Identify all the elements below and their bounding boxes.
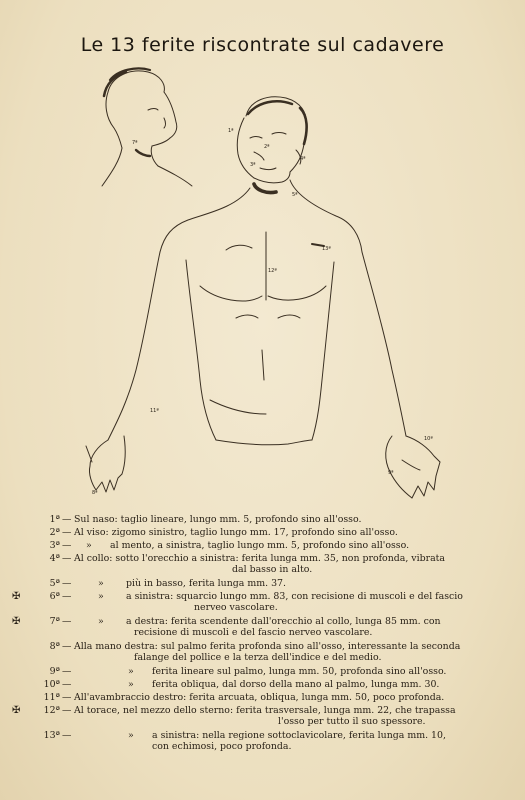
- label-13: 13ª: [322, 246, 331, 252]
- wound-number: 2ª: [49, 527, 60, 538]
- right-hand-outline: [386, 436, 440, 498]
- wound-dash: —: [62, 578, 72, 589]
- wound-description: ferita obliqua, dal dorso della mano al palmo, lunga mm. 30.: [152, 679, 440, 690]
- wound-description-continued: con echimosi, poco profonda.: [152, 741, 292, 752]
- page-title: Le 13 ferite riscontrate sul cadavere: [80, 34, 445, 56]
- wound-description: a sinistra: squarcio lungo mm. 83, con recisione di muscoli e del fascio: [126, 591, 463, 602]
- wound-description: a destra: ferita scendente dall'orecchio al collo, lunga 85 mm. con: [126, 616, 441, 627]
- wound-description: All'avambraccio destro: ferita arcuata, obliqua, lunga mm. 50, poco profonda.: [74, 692, 445, 703]
- wound-number: 6ª: [49, 591, 60, 602]
- wound-description: Al collo: sotto l'orecchio a sinistra: ferita lunga mm. 35, non profonda, vibrata: [74, 553, 446, 564]
- label-5: 5ª: [292, 192, 298, 198]
- wound-description: a sinistra: nella regione sottoclavicolare, ferita lunga mm. 10,: [152, 730, 446, 741]
- ditto-mark: »: [98, 578, 104, 589]
- fatal-cross-icon: ✠: [12, 616, 21, 627]
- ditto-mark: »: [128, 730, 134, 741]
- label-4: 4ª: [300, 156, 306, 162]
- wound-dash: —: [62, 591, 72, 602]
- label-10: 10ª: [424, 436, 433, 442]
- wound-description: ferita lineare sul palmo, lunga mm. 50, profonda sino all'osso.: [152, 666, 447, 677]
- ditto-mark: »: [86, 540, 92, 551]
- label-9: 9ª: [388, 470, 394, 476]
- torso-outline: [108, 180, 406, 445]
- wound-number: 7ª: [49, 616, 60, 627]
- wound-dash: —: [62, 666, 72, 677]
- wound-description-continued: recisione di muscoli e del fascio nerveo vascolare.: [134, 627, 373, 638]
- wound-description: al mento, a sinistra, taglio lungo mm. 5, profondo sino all'osso.: [110, 540, 410, 551]
- ditto-mark: »: [128, 679, 134, 690]
- fatal-cross-icon: ✠: [12, 705, 21, 716]
- label-11: 11ª: [150, 408, 159, 414]
- wound-number: 12ª: [43, 705, 60, 716]
- wound-number: 1ª: [49, 514, 60, 525]
- body-illustration: [0, 60, 525, 510]
- wound-number: 3ª: [49, 540, 60, 551]
- wound-description: Al viso: zigomo sinistro, taglio lungo mm. 17, profondo sino all'osso.: [74, 527, 398, 538]
- wound-dash: —: [62, 679, 72, 690]
- main-head-figure: [237, 97, 306, 193]
- wound-number: 10ª: [43, 679, 60, 690]
- wound-dash: —: [62, 514, 72, 525]
- label-12: 12ª: [268, 268, 277, 274]
- label-7: 7ª: [132, 140, 138, 146]
- wound-description: Al torace, nel mezzo dello sterno: ferita trasversale, lunga mm. 22, che trapassa: [74, 705, 456, 716]
- ditto-mark: »: [98, 616, 104, 627]
- wound-number: 9ª: [49, 666, 60, 677]
- wound-dash: —: [62, 527, 72, 538]
- wound-number: 5ª: [49, 578, 60, 589]
- left-hand-outline: [86, 436, 125, 492]
- wound-number: 4ª: [49, 553, 60, 564]
- wound-dash: —: [62, 692, 72, 703]
- fatal-cross-icon: ✠: [12, 591, 21, 602]
- wound-description: più in basso, ferita lunga mm. 37.: [126, 578, 286, 589]
- wound-dash: —: [62, 553, 72, 564]
- wound-description-continued: falange del pollice e la terza dell'indice e del medio.: [134, 652, 382, 663]
- wound-dash: —: [62, 616, 72, 627]
- wound-number: 13ª: [43, 730, 60, 741]
- wound-description: Alla mano destra: sul palmo ferita profonda sino all'osso, interessante la seconda: [74, 641, 461, 652]
- label-8: 8ª: [92, 490, 98, 496]
- wound-dash: —: [62, 540, 72, 551]
- wound-description-continued: dal basso in alto.: [232, 564, 313, 575]
- wound-description-continued: nerveo vascolare.: [194, 602, 278, 613]
- wound-number: 8ª: [49, 641, 60, 652]
- wound-description-continued: l'osso per tutto il suo spessore.: [278, 716, 426, 727]
- wound-dash: —: [62, 705, 72, 716]
- wound-dash: —: [62, 641, 72, 652]
- label-2: 2ª: [264, 144, 270, 150]
- wound-description: Sul naso: taglio lineare, lungo mm. 5, profondo sino all'osso.: [74, 514, 362, 525]
- label-3: 3ª: [250, 162, 256, 168]
- ditto-mark: »: [128, 666, 134, 677]
- ditto-mark: »: [98, 591, 104, 602]
- wound-dash: —: [62, 730, 72, 741]
- label-1: 1ª: [228, 128, 234, 134]
- wound-number: 11ª: [43, 692, 60, 703]
- small-head-figure: [102, 68, 192, 186]
